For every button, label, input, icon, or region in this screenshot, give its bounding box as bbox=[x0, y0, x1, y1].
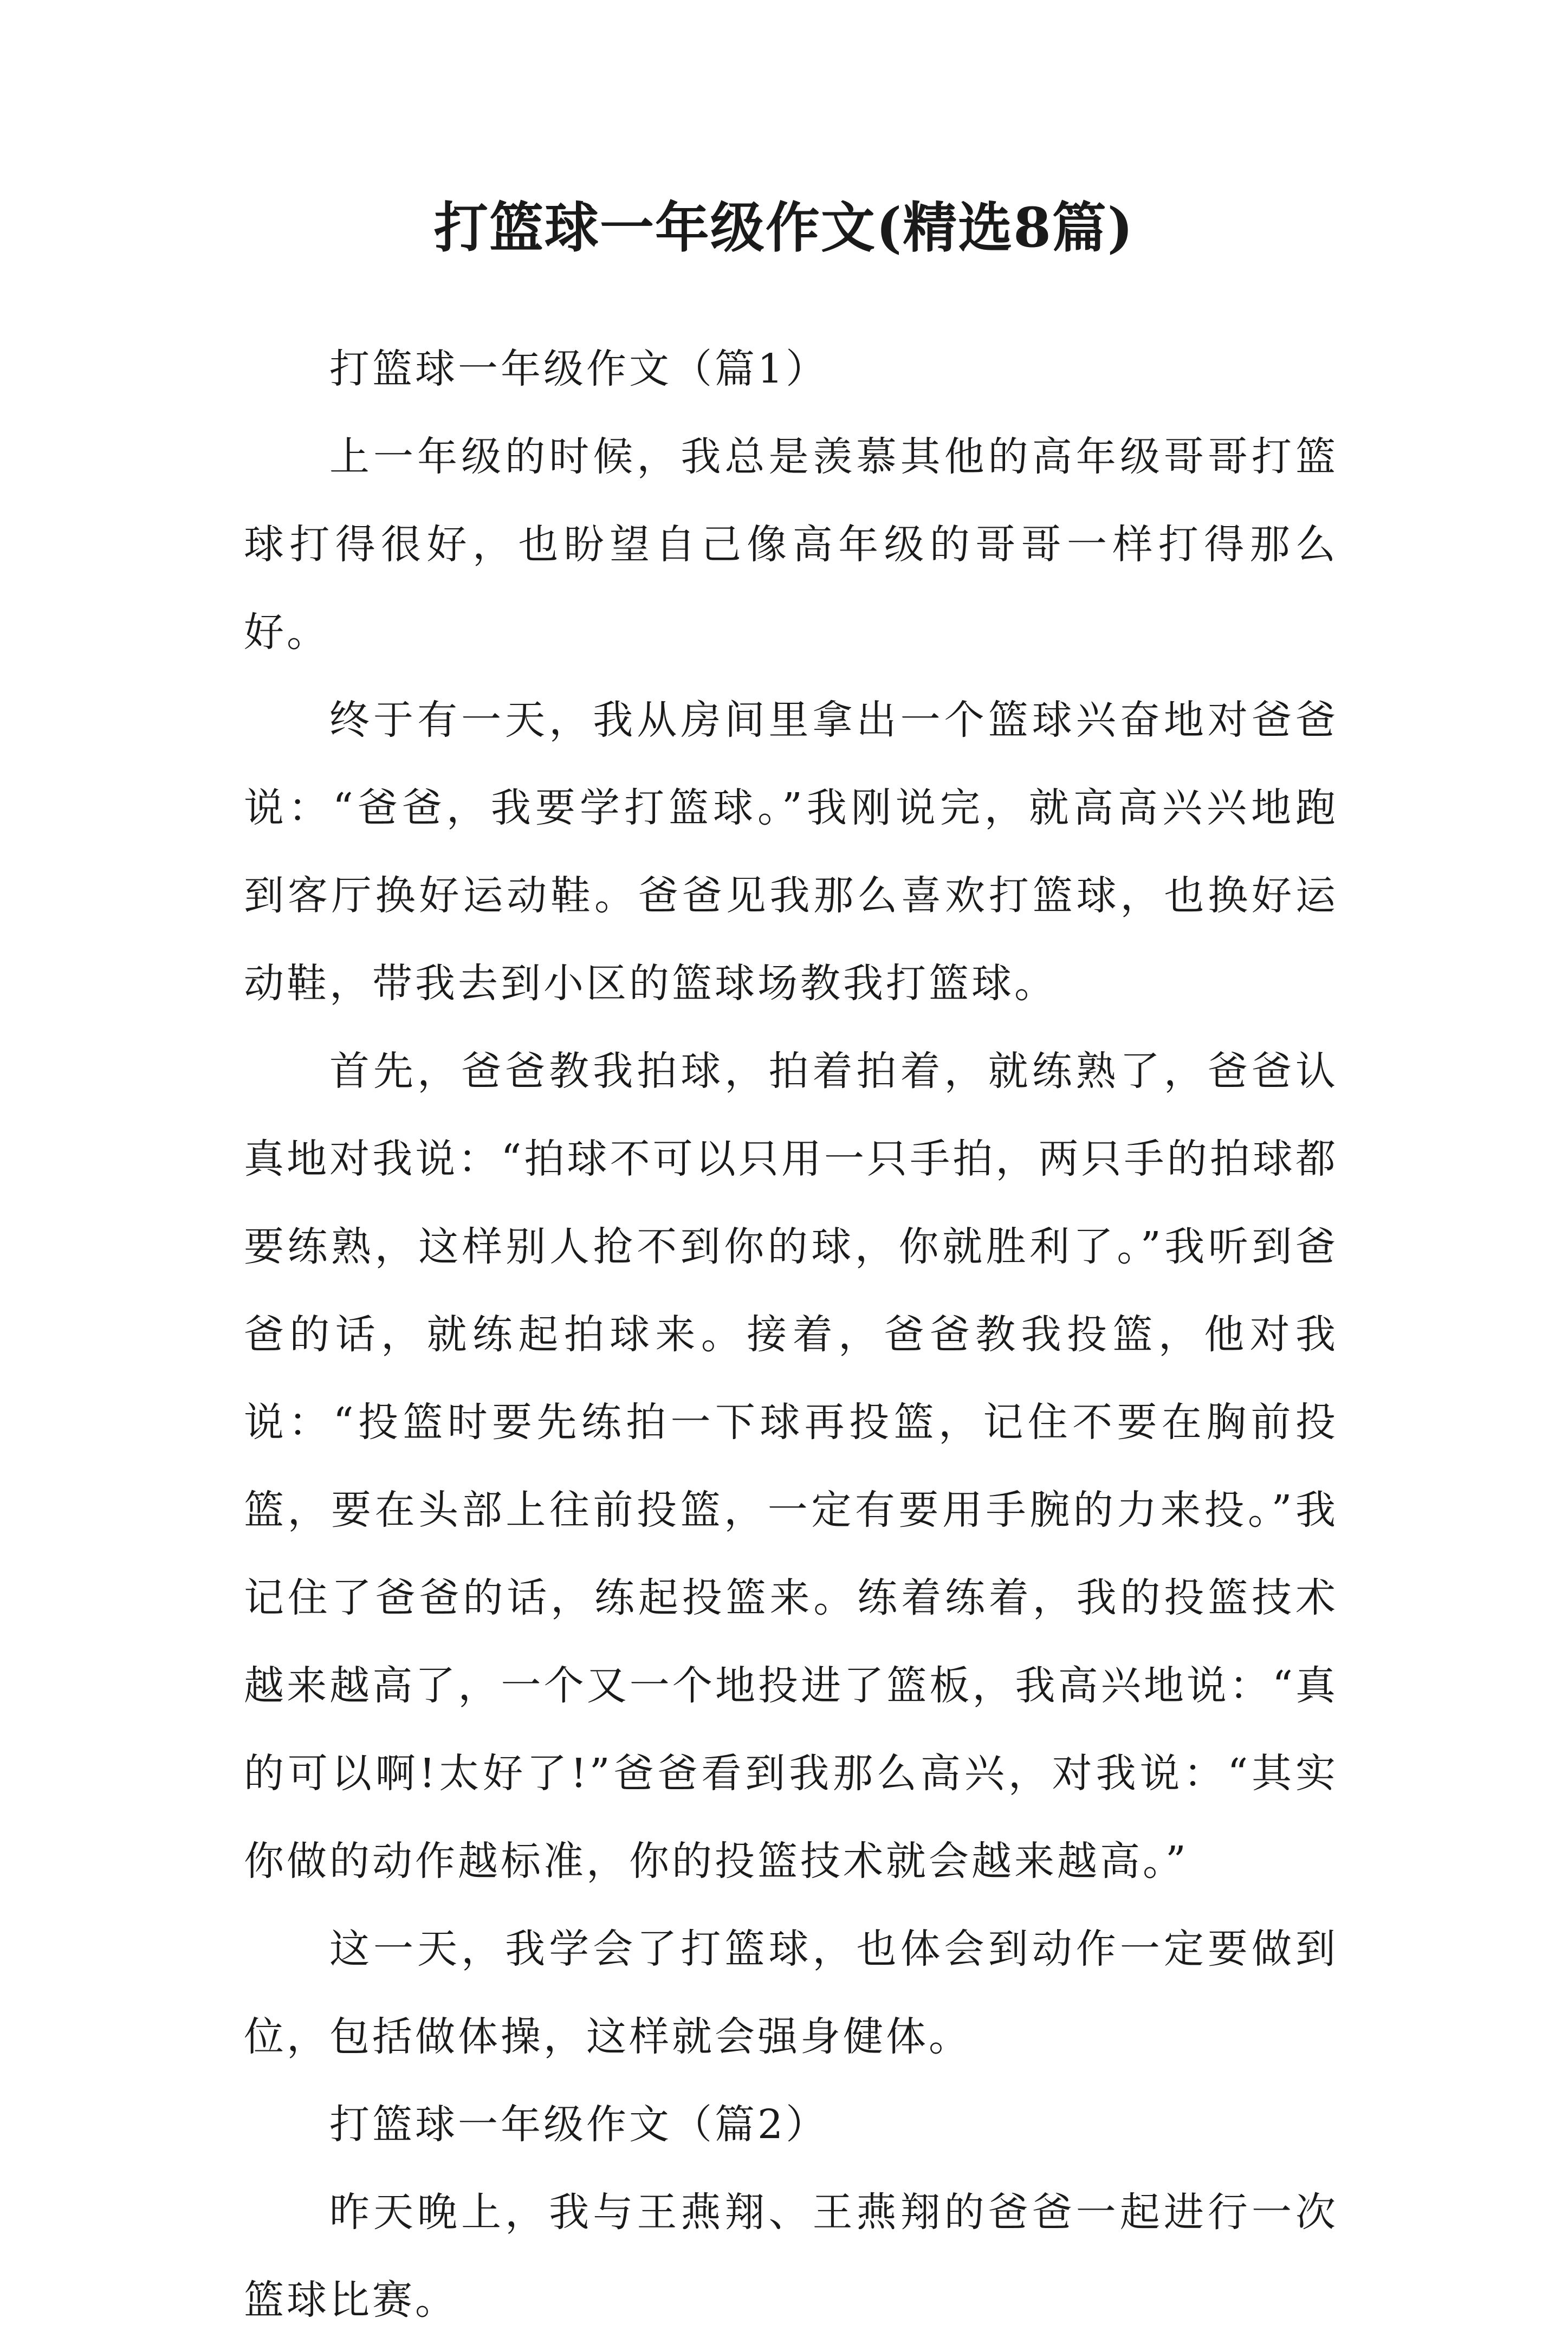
document-body bbox=[244, 325, 1338, 2344]
paragraph: 这一天，我学会了打篮球，也体会到动作一定要做到位，包括做体操，这样就会强身健体。 bbox=[244, 1926, 1338, 2060]
paragraph: 昨天晚上，我与王燕翔、王燕翔的爸爸一起进行一次篮球比赛。 bbox=[244, 2189, 1338, 2323]
paragraph: 上一年级的时候，我总是羡慕其他的高年级哥哥打篮球打得很好，也盼望自己像高年级的哥哥一样打得那么好。 bbox=[244, 433, 1338, 656]
paragraph: 首先，爸爸教我拍球，拍着拍着，就练熟了，爸爸认真地对我说：“拍球不可以只用一只手拍，两只手的拍球都要练熟，这样别人抢不到你的球，你就胜利了。”我听到爸爸的话，就练起拍球来。接着，爸爸教我投篮，他对我说：“投篮时要先练拍一下球再投篮，记住不要在胸前投篮，要在头部上往前投篮，一定有要用手腕的力来投。”我记住了爸爸的话，练起投篮来。练着练着，我的投篮技术越来越高了，一个又一个地投进了篮板，我高兴地说：“真的可以啊!太好了!”爸爸看到我那么高兴，对我说：“其实你做的动作越标准，你的投篮技术就会越来越高。” bbox=[244, 1048, 1338, 1885]
document-title: 打篮球一年级作文(精选8篇) bbox=[433, 196, 1135, 260]
section-heading-2: 打篮球一年级作文（篇2） bbox=[329, 2101, 829, 2148]
section-heading-1: 打篮球一年级作文（篇1） bbox=[329, 346, 829, 392]
paragraph: 终于有一天，我从房间里拿出一个篮球兴奋地对爸爸说：“爸爸，我要学打篮球。”我刚说完，就高高兴兴地跑到客厅换好运动鞋。爸爸见我那么喜欢打篮球，也换好运动鞋，带我去到小区的篮球场教我打篮球。 bbox=[244, 697, 1338, 1007]
